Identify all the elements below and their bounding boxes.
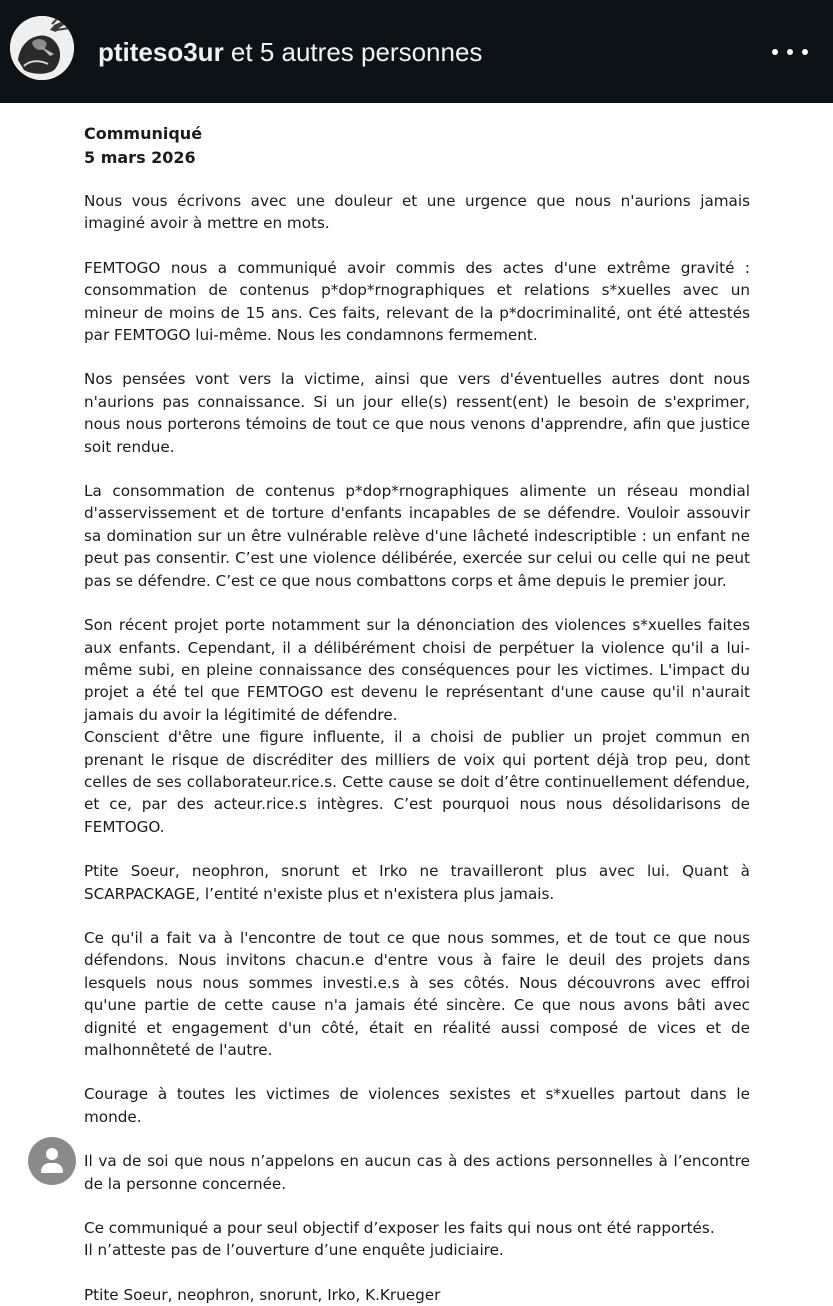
profile-avatar[interactable] [10,16,74,80]
statement-signature: Ptite Soeur, neophron, snorunt, Irko, K.Krueger [84,1285,441,1304]
more-dot [802,49,808,55]
user-icon-head [46,1148,58,1160]
conversation-username: ptiteso3ur [98,37,224,67]
statement-paragraph: Ce communiqué a pour seul objectif d’exposer les faits qui nous ont été rapportés. [84,1219,715,1238]
statement-paragraph: FEMTOGO nous a communiqué avoir commis des actes d'une extrême gravité : consommation de contenus p*dop*rnographiques et relations s*xuelles avec un mineur de moins de 15 ans. Ces faits, relevant de la p*docriminalité, ont été attestés par FEMTOGO lui-même. Nous les condamnons fermement. [84,258,750,345]
statement-paragraph: Ptite Soeur, neophron, snorunt et Irko ne travailleront plus avec lui. Quant à SCARPACKAGE, l’entité n'existe plus et n'existera plus jamais. [84,862,750,903]
more-dot [772,49,778,55]
avatar-image [10,16,74,80]
statement-document [84,122,750,1306]
more-dot [787,49,793,55]
statement-paragraph: Ce qu'il a fait va à l'encontre de tout ce que nous sommes, et de tout ce que nous défendons. Nous invitons chacun.e d'entre vous à faire le deuil des projets dans lesquels nous nous sommes investi.e.s à ses côtés. Nous découvrons avec effroi qu'une partie de cette cause n'a jamais été sincère. Ce que nous avons bâti avec dignité et engagement d'un côté, était en réalité aussi composé de vices et de malhonnêteté de l'autre. [84,928,750,1059]
statement-paragraph: Il n’atteste pas de l’ouverture d’une enquête judiciaire. [84,1241,504,1260]
statement-paragraph: Il va de soi que nous n’appelons en aucun cas à des actions personnelles à l’encontre de la personne concernée. [84,1152,750,1193]
statement-paragraph: Conscient d'être une figure influente, il a choisi de publier un projet commun en prenant le risque de discréditer des milliers de voix qui portent déjà trop peu, dont celles de ses collaborateur.rice.s. Cette cause se doit d’être continuellement défendue, et ce, par des acteur.rice.s intègres. C’est pourquoi nous nous désolidarisons de FEMTOGO. [84,728,750,836]
user-icon[interactable] [28,1137,76,1185]
statement-date: 5 mars 2026 [84,148,196,167]
statement-paragraph: Son récent projet porte notamment sur la dénonciation des violences s*xuelles faites aux enfants. Cependant, il a délibérément choisi de perpétuer la violence qu'il a lui-même subi, en pleine connaissance des conséquences pour les victimes. L'impact du projet a été tel que FEMTOGO est devenu le représentant d'une cause qu'il n'aurait jamais du avoir la légitimité de défendre. [84,616,750,724]
conversation-title[interactable] [98,34,482,70]
statement-paragraph: Courage à toutes les victimes de violences sexistes et s*xuelles partout dans le monde. [84,1085,750,1126]
statement-paragraph: Nous vous écrivons avec une douleur et une urgence que nous n'aurions jamais imaginé avoir à mettre en mots. [84,192,750,233]
statement-paragraph: La consommation de contenus p*dop*rnographiques alimente un réseau mondial d'asservissement et de torture d'enfants incapables de se défendre. Vouloir assouvir sa domination sur un être vulnérable relève d'une lâcheté indescriptible : un enfant ne peut pas consentir. C’est une violence délibérée, exercée sur celui ou celle qui ne peut pas se défendre. C’est ce que nous combattons corps et âme depuis le premier jour. [84,482,750,590]
conversation-header [0,0,833,103]
statement-title: Communiqué [84,124,203,143]
conversation-others: et 5 autres personnes [230,37,483,67]
user-icon-body [41,1163,63,1173]
statement-paragraph: Nos pensées vont vers la victime, ainsi que vers d'éventuelles autres dont nous n'aurions pas connaissance. Si un jour elle(s) ressent(ent) le besoin de s'exprimer, nous nous porterons témoins de tout ce que nous venons d'apprendre, afin que justice soit rendue. [84,370,750,456]
more-vertical-icon[interactable] [770,38,810,66]
